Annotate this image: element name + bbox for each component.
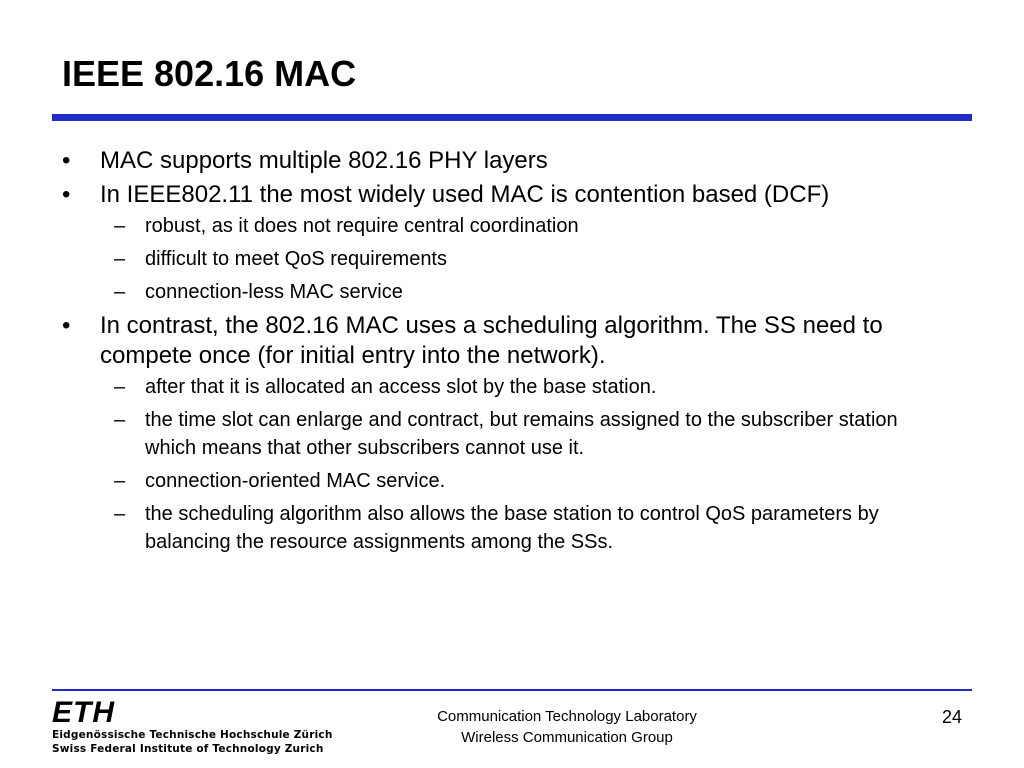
dash-marker: – xyxy=(114,215,126,237)
title-divider xyxy=(52,114,972,121)
sub-bullet-item xyxy=(100,373,942,401)
footer-group-name: Wireless Communication Group xyxy=(461,729,673,746)
bullet-marker: • xyxy=(62,312,71,339)
dash-marker: – xyxy=(114,248,126,270)
dash-marker: – xyxy=(114,470,126,492)
eth-logo xyxy=(52,698,333,756)
page-number: 24 xyxy=(941,707,962,727)
sub-bullet-item xyxy=(100,212,942,240)
sub-bullet-item xyxy=(100,467,942,495)
bullet-list xyxy=(62,146,942,561)
dash-marker: – xyxy=(114,409,126,431)
slide-title: IEEE 802.16 MAC xyxy=(62,53,357,94)
bullet-marker: • xyxy=(62,147,71,174)
bullet-marker: • xyxy=(62,181,71,208)
eth-logo-line-german: Eidgenössische Technische Hochschule Zürich xyxy=(52,729,333,741)
dash-marker: – xyxy=(114,376,126,398)
sub-bullet-text: robust, as it does not require central coordination xyxy=(145,215,579,237)
footer-lab-name: Communication Technology Laboratory xyxy=(437,708,697,725)
sub-bullet-text: connection-oriented MAC service. xyxy=(145,470,446,492)
bullet-item xyxy=(62,311,942,556)
dash-marker: – xyxy=(114,503,126,525)
sub-bullet-text: the scheduling algorithm also allows the base station to control QoS parameters by balancing the resource assignments among the SSs. xyxy=(145,503,879,553)
sub-bullet-text: the time slot can enlarge and contract, but remains assigned to the subscriber station which means that other subscribers cannot use it. xyxy=(145,409,898,459)
sub-bullet-item xyxy=(100,406,942,462)
bullet-item xyxy=(62,146,942,176)
sub-bullet-item xyxy=(100,278,942,306)
sub-bullet-list xyxy=(100,373,942,556)
sub-bullet-list xyxy=(100,212,942,306)
bullet-item xyxy=(62,180,942,306)
bullet-text: MAC supports multiple 802.16 PHY layers xyxy=(100,147,548,174)
sub-bullet-text: connection-less MAC service xyxy=(145,281,403,303)
sub-bullet-item xyxy=(100,245,942,273)
sub-bullet-text: difficult to meet QoS requirements xyxy=(145,248,447,270)
eth-logo-line-english: Swiss Federal Institute of Technology Zurich xyxy=(52,743,324,755)
dash-marker: – xyxy=(114,281,126,303)
footer-affiliation xyxy=(382,706,752,748)
sub-bullet-item xyxy=(100,500,942,556)
bullet-text: In IEEE802.11 the most widely used MAC is contention based (DCF) xyxy=(100,181,830,208)
sub-bullet-text: after that it is allocated an access slot by the base station. xyxy=(145,376,657,398)
eth-logo-word: ETH xyxy=(52,696,115,729)
footer-divider xyxy=(52,689,972,691)
bullet-text: In contrast, the 802.16 MAC uses a scheduling algorithm. The SS need to compete once (for initial entry into the network). xyxy=(100,312,883,369)
